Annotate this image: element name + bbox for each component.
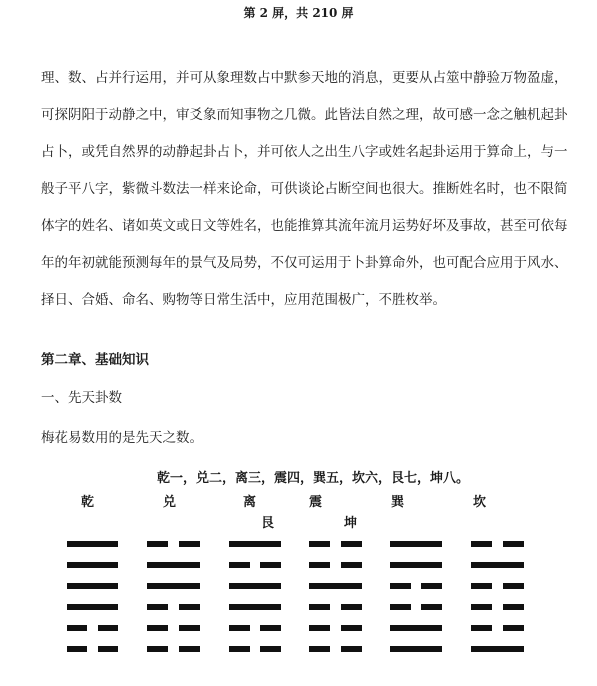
trigram-line (179, 625, 200, 631)
trigram-line (147, 583, 200, 589)
trigram-line (98, 646, 118, 652)
trigram-line (147, 541, 168, 547)
trigram-name-zhen: 震 (309, 495, 323, 510)
trigram-name-qian: 乾 (81, 495, 95, 510)
trigram-line (179, 646, 200, 652)
trigram-line (421, 583, 442, 589)
trigram-line (390, 541, 442, 547)
trigram-line (147, 646, 168, 652)
trigram-line (67, 562, 118, 568)
trigram-line (67, 583, 118, 589)
trigram-line (309, 604, 330, 610)
trigram-line (147, 625, 168, 631)
trigram-line (309, 583, 362, 589)
body-line: 体字的姓名、诸如英文或日文等姓名，也能推算其流年流月运势好坏及事故，甚至可依每 (41, 218, 568, 234)
trigram-line (471, 604, 492, 610)
trigram-line (471, 625, 492, 631)
trigram-line (179, 604, 200, 610)
body-line: 般子平八字，紫微斗数法一样来论命，可供谈论占断空间也很大。推断姓名时，也不限简 (41, 181, 568, 197)
trigram-line (147, 562, 200, 568)
trigram-name-gen: 艮 (261, 516, 275, 531)
trigram-line (67, 646, 87, 652)
trigram-line (229, 541, 281, 547)
body-line: 年的年初就能预测每年的景气及局势，不仅可运用于卜卦算命外，也可配合应用于风水、 (41, 255, 568, 271)
trigram-name-dui: 兑 (163, 495, 177, 510)
trigram-line (503, 604, 524, 610)
trigram-line (229, 562, 250, 568)
trigram-line (471, 646, 524, 652)
body-line: 理、数、占并行运用，并可从象理数占中默参天地的消息，更要从占筮中静验万物盈虚， (41, 70, 568, 86)
trigram-line (341, 646, 362, 652)
trigram-number-caption: 乾一，兑二，离三，震四，巽五，坎六，艮七，坤八。 (157, 471, 470, 486)
trigram-line (341, 604, 362, 610)
trigram-line (341, 625, 362, 631)
trigram-line (471, 541, 492, 547)
section-heading: 一、先天卦数 (41, 390, 122, 406)
trigram-line (309, 541, 330, 547)
trigram-line (98, 625, 118, 631)
trigram-line (390, 646, 442, 652)
body-line: 可探阴阳于动静之中，审爻象而知事物之几微。此皆法自然之理，故可感一念之触机起卦 (41, 107, 568, 123)
chapter-heading: 第二章、基础知识 (41, 352, 149, 368)
trigram-line (260, 562, 281, 568)
page-indicator: 第 2 屏，共 210 屏 (243, 6, 354, 20)
trigram-line (503, 541, 524, 547)
trigram-line (309, 562, 330, 568)
trigram-name-kan: 坎 (473, 495, 487, 510)
trigram-line (503, 583, 524, 589)
trigram-line (421, 604, 442, 610)
trigram-line (67, 541, 118, 547)
trigram-line (471, 562, 524, 568)
trigram-line (229, 583, 281, 589)
trigram-line (309, 646, 330, 652)
trigram-line (390, 562, 442, 568)
trigram-line (309, 625, 330, 631)
trigram-line (341, 541, 362, 547)
trigram-name-xun: 巽 (391, 495, 405, 510)
trigram-line (390, 604, 411, 610)
trigram-line (390, 625, 442, 631)
trigram-line (147, 604, 168, 610)
trigram-name-kun: 坤 (344, 516, 358, 531)
trigram-line (229, 646, 250, 652)
trigram-line (471, 583, 492, 589)
trigram-line (179, 541, 200, 547)
trigram-line (67, 625, 87, 631)
trigram-name-li: 离 (243, 495, 257, 510)
trigram-line (67, 604, 118, 610)
trigram-line (260, 646, 281, 652)
body-line: 占卜，或凭自然界的动静起卦占卜，并可依人之出生八字或姓名起卦运用于算命上，与一 (41, 144, 568, 160)
trigram-line (503, 625, 524, 631)
trigram-line (341, 562, 362, 568)
body-line: 择日、合婚、命名、购物等日常生活中，应用范围极广，不胜枚举。 (41, 292, 446, 308)
trigram-line (229, 625, 250, 631)
trigram-line (229, 604, 281, 610)
intro-text: 梅花易数用的是先天之数。 (41, 430, 203, 446)
trigram-line (260, 625, 281, 631)
trigram-line (390, 583, 411, 589)
